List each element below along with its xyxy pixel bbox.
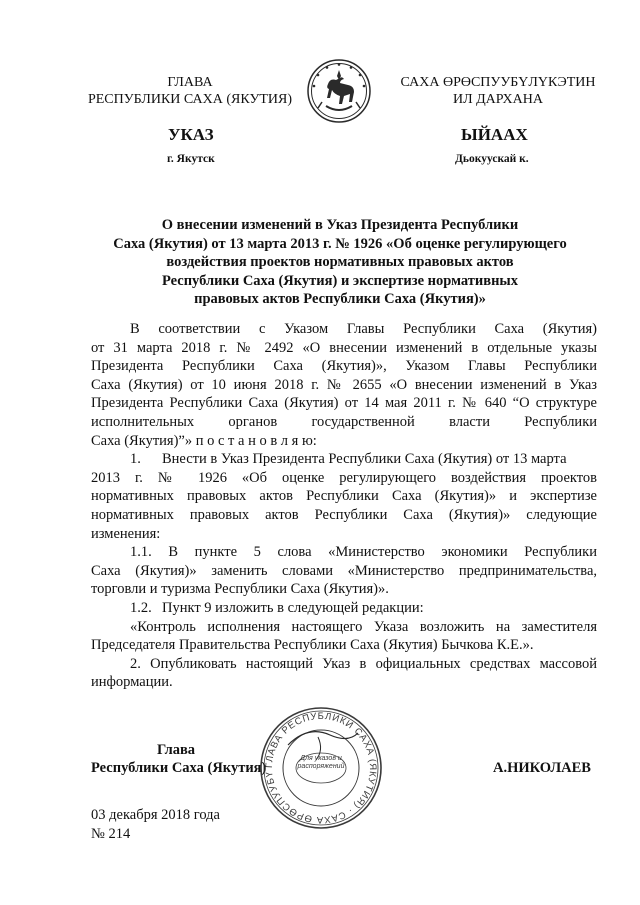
preamble-line: исполнительных органов государственной власти Республики [91,413,597,430]
doc-type-right: ЫЙААХ [461,125,528,144]
header-left-block [80,74,300,108]
header-left-line2: РЕСПУБЛИКИ САХА (ЯКУТИЯ) [87,92,293,107]
document-title [100,216,580,309]
official-seal-icon [258,705,384,831]
item-2-paragraph [91,655,597,692]
city-left: г. Якутск [167,153,215,165]
item-1-1-line: 1.1. В пункте 5 слова «Министерство экономики Республики [130,544,597,561]
title-line: правовых актов Республики Саха (Якутия)» [194,291,486,307]
item-1-2-paragraph [91,599,597,618]
item-1-2-text: Пункт 9 изложить в следующей редакции: [162,599,424,616]
preamble-line: Саха (Якутия) от 10 июня 2018 г. № 2655 «О внесении изменений в Указ [91,376,597,393]
signature-title-line1: Глава [157,742,196,758]
item-1-1-line: Саха (Якутия)» заменить словами «Министерство предпринимательства, [91,562,597,579]
item-1-line: Внести в Указ Президента Республики Саха (Якутия) от 13 марта [162,451,567,468]
item-1-number: 1. [130,451,141,468]
item-2-line: информации. [91,674,173,691]
title-line: воздействия проектов нормативных правовых актов [166,254,514,270]
item-1-paragraph [91,450,597,543]
item-1-first-line [91,450,597,469]
item-1-1-paragraph [91,543,597,599]
document-date: 03 декабря 2018 года [91,807,220,823]
preamble-line: Саха (Якутия)”» п о с т а н о в л я ю: [91,432,317,449]
quote-line: «Контроль исполнения настоящего Указа возложить на заместителя [130,618,597,635]
preamble-line: Президента Республики Саха (Якутия) от 14 мая 2011 г. № 640 “О структуре [91,395,597,412]
document-footer [91,806,220,843]
signatory-name: А.НИКОЛАЕВ [493,760,591,776]
preamble-line: Президента Республики Саха (Якутия)», Указом Главы Республики [91,358,597,375]
header-right-line1: САХА ӨРӨСПУУБҮЛҮКЭТИН [400,75,596,90]
item-1-line: нормативных правовых актов Республики Саха (Якутия)» следующие [91,506,597,523]
item-1-line: 2013 г. № 1926 «Об оценке регулирующего воздействия проектов [91,469,597,486]
title-line: Республики Саха (Якутия) и экспертизе нормативных [161,272,518,289]
header-right-line2: ИЛ ДАРХАНА [452,92,543,107]
preamble-paragraph [91,320,597,450]
header-left-line1: ГЛАВА [167,75,213,90]
signature-title-line2: Республики Саха (Якутия) [91,760,267,776]
title-line: Саха (Якутия) от 13 марта 2013 г. № 1926 «Об оценке регулирующего [113,235,567,252]
quote-line: Председателя Правительства Республики Саха (Якутия) Бычкова К.Е.». [91,637,534,654]
coat-of-arms-icon [306,58,372,124]
seal-ring-text: ГЛАВА РЕСПУБЛИКИ САХА (ЯКУТИЯ) · САХА ӨРӨСПУУБҮ [263,710,379,826]
document-number: № 214 [91,825,131,842]
city-right: Дьокуускай к. [455,153,529,165]
item-1-2-number: 1.2. [130,599,152,616]
item-2-line: 2. Опубликовать настоящий Указ в официальных средствах массовой [130,655,597,672]
item-1-line: нормативных правовых актов Республики Саха (Якутия)» и экспертизе [91,488,597,505]
header-right-block [378,74,618,108]
quote-paragraph [91,618,597,655]
preamble-line: от 31 марта 2018 г. № 2492 «О внесении изменений в отдельные указы [91,339,597,356]
seal-center-text: Для указов и распоряжений [297,755,345,770]
doc-type-left: УКАЗ [168,125,214,144]
item-1-line: изменения: [91,525,161,542]
item-1-2-line [91,599,597,618]
preamble-line: В соответствии с Указом Главы Республики Саха (Якутия) [130,321,597,337]
item-1-1-line: торговли и туризма Республики Саха (Якутия)». [91,581,389,598]
title-line: О внесении изменений в Указ Президента Республики [161,217,519,233]
document-body [91,320,597,692]
